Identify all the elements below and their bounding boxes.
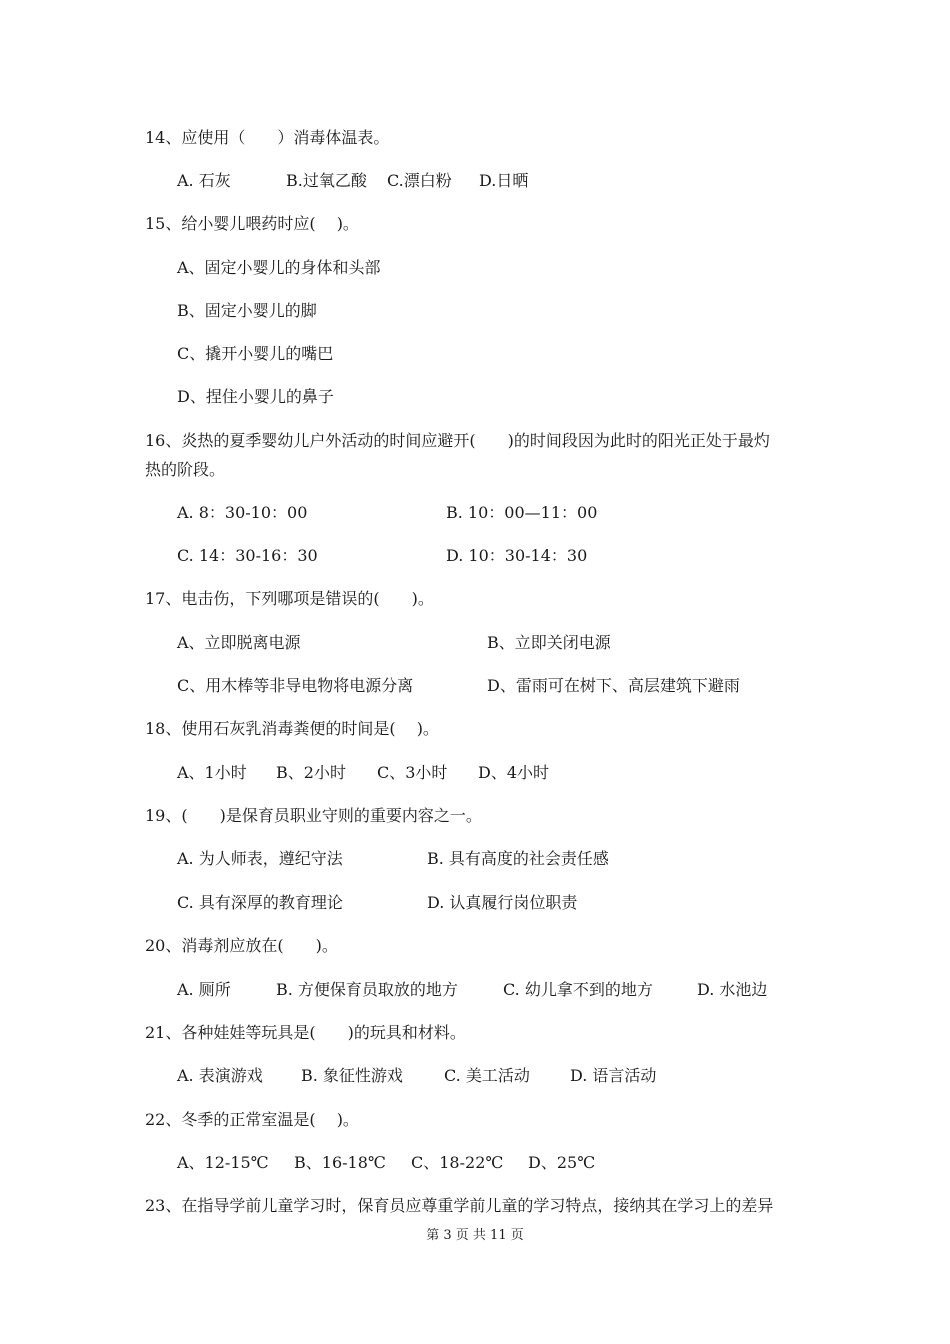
- question-22-stem: 22、冬季的正常室温是( )。: [145, 1110, 359, 1129]
- question-18-option-d: D、4小时: [478, 763, 550, 782]
- question-16-option-d: D. 10：30-14：30: [446, 546, 588, 565]
- question-20-option-d: D. 水池边: [697, 980, 768, 999]
- question-21-stem: 21、各种娃娃等玩具是( )的玩具和材料。: [145, 1023, 466, 1042]
- question-16-stem-line1: 16、炎热的夏季婴幼儿户外活动的时间应避开( )的时间段因为此时的阳光正处于最灼: [145, 431, 770, 450]
- question-21-option-b: B. 象征性游戏: [301, 1066, 403, 1085]
- question-19-option-a: A. 为人师表，遵纪守法: [177, 849, 343, 868]
- question-22-option-b: B、16-18℃: [294, 1153, 386, 1172]
- question-14-option-c: C.漂白粉: [387, 171, 452, 190]
- question-20-option-c: C. 幼儿拿不到的地方: [503, 980, 653, 999]
- question-17-option-c: C、用木棒等非导电物将电源分离: [177, 676, 414, 695]
- question-23-stem: 23、在指导学前儿童学习时，保育员应尊重学前儿童的学习特点，接纳其在学习上的差异: [145, 1196, 774, 1215]
- question-19-option-c: C. 具有深厚的教育理论: [177, 893, 343, 912]
- question-14-option-d: D.日晒: [479, 171, 529, 190]
- question-15-option-b: B、固定小婴儿的脚: [177, 301, 317, 320]
- question-21-option-c: C. 美工活动: [444, 1066, 530, 1085]
- question-19-stem: 19、( )是保育员职业守则的重要内容之一。: [145, 806, 482, 825]
- question-15-option-c: C、撬开小婴儿的嘴巴: [177, 344, 334, 363]
- question-21-option-d: D. 语言活动: [570, 1066, 657, 1085]
- question-17-option-a: A、立即脱离电源: [177, 633, 301, 652]
- question-17-stem: 17、电击伤，下列哪项是错误的( )。: [145, 589, 434, 608]
- question-14-stem: 14、应使用（ ）消毒体温表。: [145, 128, 390, 147]
- question-22-option-a: A、12-15℃: [177, 1153, 269, 1172]
- question-15-stem: 15、给小婴儿喂药时应( )。: [145, 214, 359, 233]
- question-14-option-a: A. 石灰: [177, 171, 231, 190]
- question-16-option-c: C. 14：30-16：30: [177, 546, 318, 565]
- question-20-stem: 20、消毒剂应放在( )。: [145, 936, 338, 955]
- question-17-option-b: B、立即关闭电源: [487, 633, 611, 652]
- question-19-option-b: B. 具有高度的社会责任感: [427, 849, 609, 868]
- question-19-option-d: D. 认真履行岗位职责: [427, 893, 578, 912]
- question-16-stem-line2: 热的阶段。: [145, 460, 226, 479]
- question-15-option-a: A、固定小婴儿的身体和头部: [177, 258, 381, 277]
- question-15-option-d: D、捏住小婴儿的鼻子: [177, 387, 334, 406]
- question-20-option-a: A. 厕所: [177, 980, 231, 999]
- question-16-option-a: A. 8：30-10：00: [177, 503, 308, 522]
- question-18-stem: 18、使用石灰乳消毒粪便的时间是( )。: [145, 719, 439, 738]
- question-16-option-b: B. 10：00—11：00: [446, 503, 598, 522]
- question-22-option-c: C、18-22℃: [411, 1153, 504, 1172]
- question-18-option-a: A、1小时: [177, 763, 247, 782]
- question-18-option-b: B、2小时: [276, 763, 346, 782]
- question-17-option-d: D、雷雨可在树下、高层建筑下避雨: [487, 676, 740, 695]
- question-20-option-b: B. 方便保育员取放的地方: [276, 980, 458, 999]
- question-14-option-b: B.过氧乙酸: [286, 171, 367, 190]
- page-number-footer: 第 3 页 共 11 页: [426, 1228, 524, 1243]
- question-22-option-d: D、25℃: [528, 1153, 596, 1172]
- question-21-option-a: A. 表演游戏: [177, 1066, 263, 1085]
- question-18-option-c: C、3小时: [377, 763, 448, 782]
